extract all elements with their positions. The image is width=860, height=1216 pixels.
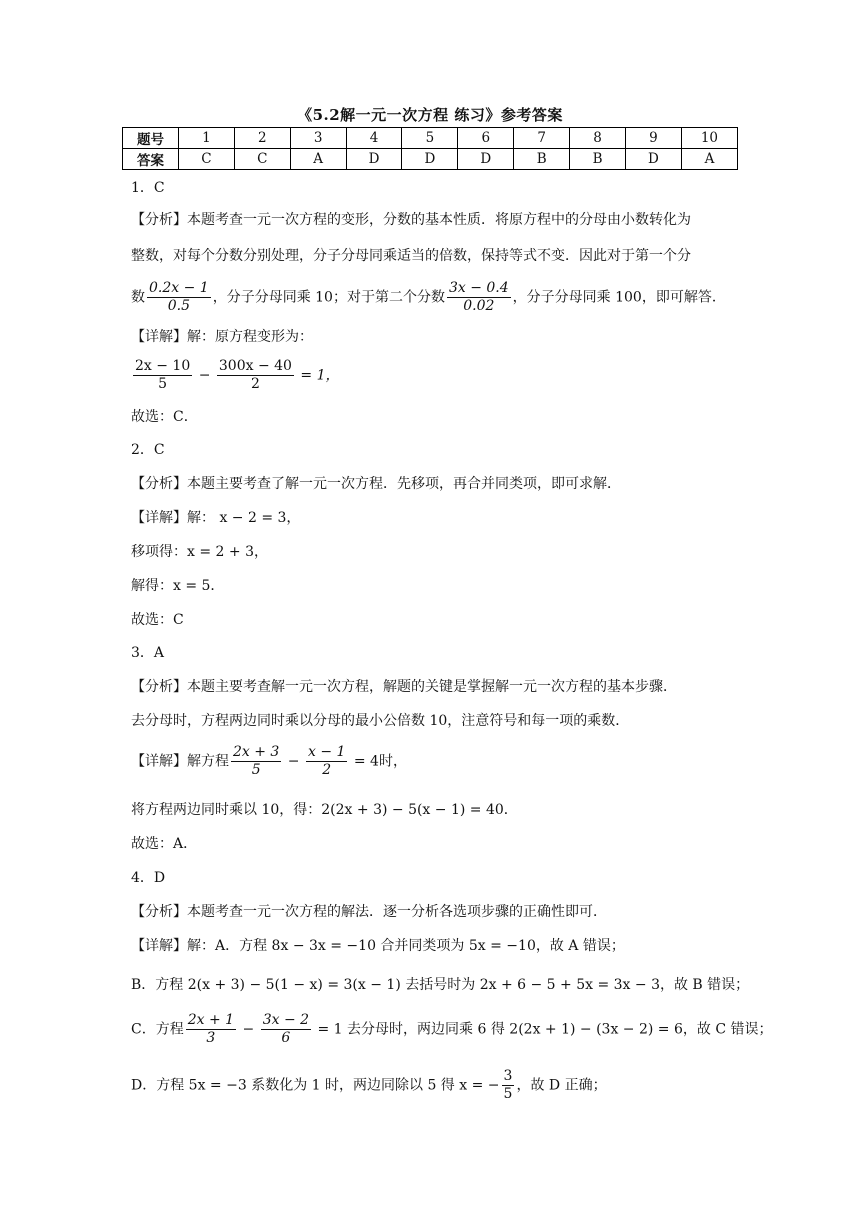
table-cell: 8: [570, 128, 626, 149]
table-cell: 3: [290, 128, 346, 149]
table-cell: 9: [625, 128, 681, 149]
q4-d-pre: D．方程 5x = −3 系数化为 1 时，两边同除以 5 得 x = −: [131, 1077, 500, 1094]
q4-c-pre: C．方程: [131, 1021, 184, 1038]
q4-option-b: B．方程 2(x + 3) − 5(1 − x) = 3(x − 1) 去括号时为 2x + 6 − 5 + 5x = 3x − 3，故 B 错误；: [131, 977, 750, 993]
numerator: 0.2x − 1: [149, 280, 209, 296]
q1-choice: 故选：C．: [131, 409, 198, 425]
table-row: [123, 149, 738, 170]
numerator: 2x + 3: [233, 744, 280, 760]
q4-d-post: ，故 D 正确；: [516, 1077, 607, 1094]
table-cell: C: [234, 149, 290, 170]
denominator: 2: [322, 762, 332, 778]
q1-analysis-line-3: [131, 280, 726, 315]
answer-table: [122, 127, 738, 170]
fraction: [133, 358, 192, 393]
q3-choice: 故选：A．: [131, 836, 198, 852]
table-cell: 7: [514, 128, 570, 149]
numerator: 3x − 2: [262, 1012, 310, 1028]
page-title: 《5.2解一元一次方程 练习》参考答案: [297, 106, 563, 124]
q3-analysis-line-2: 去分母时，方程两边同时乘以分母的最小公倍数 10，注意符号和每一项的乘数．: [131, 713, 630, 729]
table-cell: 6: [458, 128, 514, 149]
table-header-cell: 题号: [123, 128, 179, 149]
denominator: 0.5: [167, 298, 190, 314]
q3-detail: [131, 744, 407, 779]
minus-sign: −: [238, 1021, 259, 1038]
table-cell: 1: [178, 128, 234, 149]
q3-heading: 3．A: [131, 645, 165, 661]
table-cell: D: [458, 149, 514, 170]
q3-step: 将方程两边同时乘以 10，得：2(2x + 3) − 5(x − 1) = 40．: [131, 802, 518, 818]
fraction: [231, 744, 281, 779]
q1-text-pre: 数: [131, 289, 145, 306]
table-cell: 4: [346, 128, 402, 149]
minus-sign: −: [194, 367, 215, 384]
q2-heading: 2．C: [131, 442, 165, 458]
table-cell: D: [625, 149, 681, 170]
q1-analysis-line-1: 【分析】本题考查一元一次方程的变形，分数的基本性质．将原方程中的分母由小数转化为: [131, 212, 691, 228]
minus-sign: −: [283, 753, 304, 770]
q1-heading: 1．C: [131, 180, 165, 196]
table-cell: 5: [402, 128, 458, 149]
q2-choice: 故选：C: [131, 612, 184, 628]
fraction: [217, 358, 294, 393]
fraction: [447, 280, 511, 315]
fraction: [502, 1068, 515, 1103]
denominator: 6: [281, 1030, 291, 1046]
equation-rhs: = 1，: [295, 367, 340, 384]
q1-text-post: ，分子分母同乘 100，即可解答．: [512, 289, 726, 306]
fraction: [261, 1012, 311, 1047]
table-cell: 2: [234, 128, 290, 149]
q2-step-1: 移项得：x = 2 + 3，: [131, 544, 268, 560]
table-cell: A: [681, 149, 737, 170]
denominator: 2: [250, 376, 260, 392]
q2-step-2: 解得：x = 5．: [131, 578, 225, 594]
numerator: 2x − 10: [135, 358, 191, 374]
fraction: [186, 1012, 236, 1047]
denominator: 0.02: [463, 298, 495, 314]
denominator: 5: [251, 762, 261, 778]
q2-detail: 【详解】解： x − 2 = 3，: [131, 510, 301, 526]
denominator: 3: [206, 1030, 216, 1046]
table-cell: A: [290, 149, 346, 170]
fraction: [147, 280, 211, 315]
numerator: 2x + 1: [187, 1012, 235, 1028]
q4-c-post: = 1 去分母时，两边同乘 6 得 2(2x + 1) − (3x − 2) = 6，故 C 错误；: [313, 1021, 773, 1038]
q2-analysis: 【分析】本题主要考查了解一元一次方程．先移项，再合并同类项，即可求解．: [131, 476, 621, 492]
table-header-cell: 答案: [123, 149, 179, 170]
table-cell: C: [178, 149, 234, 170]
table-cell: B: [570, 149, 626, 170]
q1-detail: 【详解】解：原方程变形为：: [131, 329, 313, 345]
numerator: 3x − 0.4: [448, 280, 509, 296]
q1-text-mid: ，分子分母同乘 10；对于第二个分数: [212, 289, 445, 306]
table-cell: B: [514, 149, 570, 170]
numerator: x − 1: [307, 744, 346, 760]
q1-equation: [131, 358, 340, 393]
q3-detail-post: = 4时，: [349, 753, 407, 770]
table-cell: D: [402, 149, 458, 170]
fraction: [306, 744, 347, 779]
denominator: 5: [503, 1086, 513, 1102]
numerator: 3: [503, 1068, 513, 1084]
numerator: 300x − 40: [218, 358, 292, 374]
q4-option-c: [131, 1012, 773, 1047]
q3-detail-pre: 【详解】解方程: [131, 753, 229, 770]
q4-analysis: 【分析】本题考查一元一次方程的解法．逐一分析各选项步骤的正确性即可．: [131, 904, 607, 920]
q4-option-d: [131, 1068, 607, 1103]
table-cell: D: [346, 149, 402, 170]
q4-detail: 【详解】解：A．方程 8x − 3x = −10 合并同类项为 5x = −10，故 A 错误；: [131, 938, 625, 954]
table-row: [123, 128, 738, 149]
q3-analysis-line-1: 【分析】本题主要考查解一元一次方程，解题的关键是掌握解一元一次方程的基本步骤．: [131, 679, 677, 695]
table-cell: 10: [681, 128, 737, 149]
q1-analysis-line-2: 整数，对每个分数分别处理，分子分母同乘适当的倍数，保持等式不变．因此对于第一个分: [131, 248, 691, 264]
denominator: 5: [158, 376, 168, 392]
q4-heading: 4．D: [131, 870, 166, 886]
